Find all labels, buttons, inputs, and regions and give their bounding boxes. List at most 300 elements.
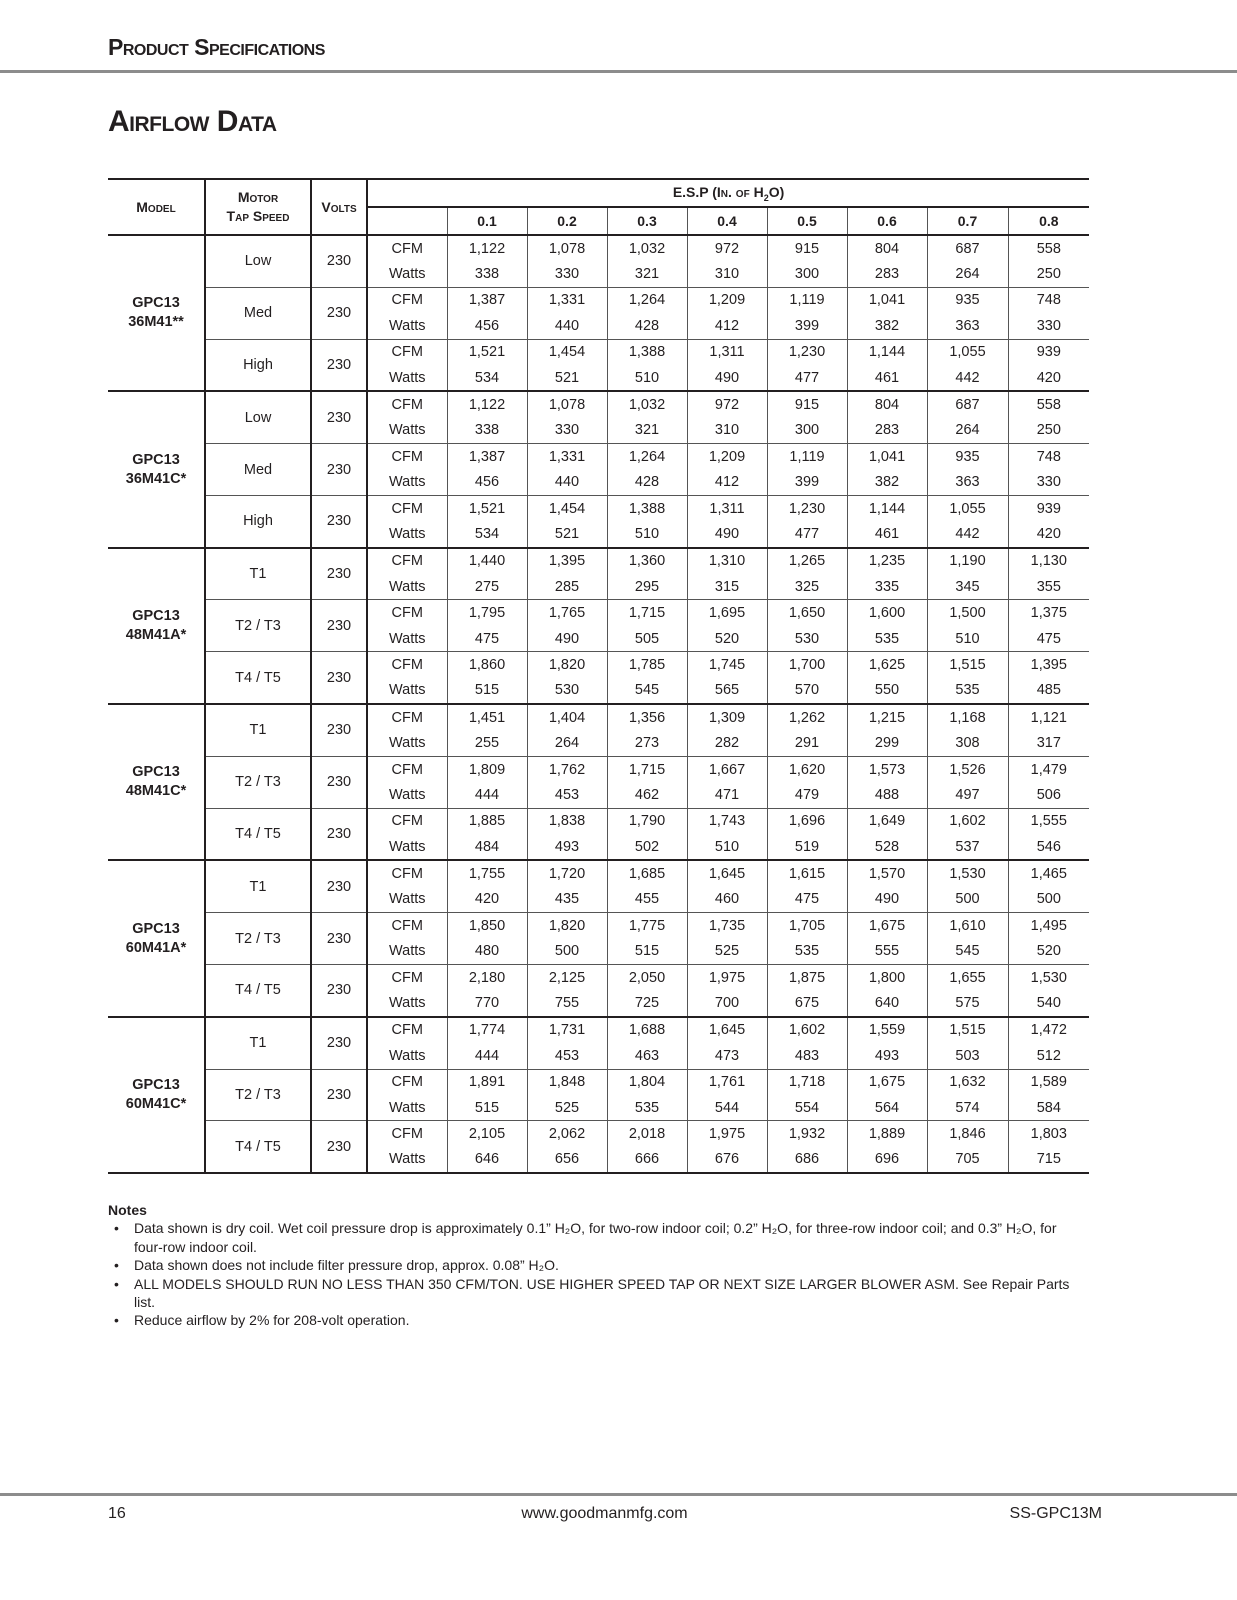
cfm-value-cell: 1,078: [527, 235, 607, 261]
notes-list: [108, 1219, 1089, 1329]
cfm-label-cell: CFM: [367, 964, 447, 990]
watts-value-cell: 462: [607, 782, 687, 808]
cfm-value-cell: 687: [927, 235, 1008, 261]
table-row: [108, 495, 1089, 521]
cfm-value-cell: 1,388: [607, 339, 687, 365]
cfm-value-cell: 915: [767, 391, 847, 417]
watts-value-cell: 420: [1008, 365, 1089, 391]
cfm-value-cell: 1,235: [847, 548, 927, 574]
cfm-value-cell: 1,215: [847, 704, 927, 730]
cfm-value-cell: 1,515: [927, 1017, 1008, 1043]
tap-speed-cell: T4 / T5: [205, 1121, 311, 1173]
cfm-value-cell: 1,310: [687, 548, 767, 574]
col-header-esp: [367, 179, 1089, 207]
cfm-value-cell: 1,649: [847, 808, 927, 834]
watts-value-cell: 490: [687, 365, 767, 391]
watts-value-cell: 510: [927, 626, 1008, 652]
watts-label-cell: Watts: [367, 939, 447, 965]
cfm-value-cell: 1,803: [1008, 1121, 1089, 1147]
tap-speed-cell: T2 / T3: [205, 756, 311, 808]
watts-value-cell: 275: [447, 574, 527, 600]
cfm-value-cell: 939: [1008, 339, 1089, 365]
watts-value-cell: 510: [687, 834, 767, 860]
tap-speed-cell: T2 / T3: [205, 913, 311, 965]
model-name-line: GPC13: [132, 295, 180, 312]
watts-value-cell: 479: [767, 782, 847, 808]
cfm-value-cell: 2,105: [447, 1121, 527, 1147]
watts-value-cell: 308: [927, 730, 1008, 756]
table-row: [108, 444, 1089, 470]
footer-website: www.goodmanmfg.com: [521, 1505, 688, 1522]
cfm-value-cell: 1,559: [847, 1017, 927, 1043]
esp-value-header: 0.6: [847, 207, 927, 235]
watts-value-cell: 497: [927, 782, 1008, 808]
cfm-value-cell: 1,032: [607, 391, 687, 417]
watts-value-cell: 485: [1008, 678, 1089, 704]
cfm-value-cell: 1,755: [447, 860, 527, 886]
col-header-volts: Volts: [311, 179, 367, 235]
watts-value-cell: 490: [847, 887, 927, 913]
watts-value-cell: 488: [847, 782, 927, 808]
cfm-value-cell: 972: [687, 391, 767, 417]
tap-speed-cell: T1: [205, 860, 311, 912]
cfm-value-cell: 915: [767, 235, 847, 261]
watts-value-cell: 412: [687, 313, 767, 339]
cfm-value-cell: 1,860: [447, 652, 527, 678]
cfm-value-cell: 1,130: [1008, 548, 1089, 574]
cfm-value-cell: 1,602: [927, 808, 1008, 834]
cfm-value-cell: 1,055: [927, 339, 1008, 365]
tap-speed-cell: T2 / T3: [205, 1069, 311, 1121]
watts-label-cell: Watts: [367, 990, 447, 1016]
model-name-line: 36M41C*: [125, 470, 187, 487]
cfm-value-cell: 1,715: [607, 600, 687, 626]
watts-value-cell: 490: [527, 626, 607, 652]
cfm-value-cell: 1,122: [447, 391, 527, 417]
watts-value-cell: 250: [1008, 261, 1089, 287]
cfm-value-cell: 1,121: [1008, 704, 1089, 730]
model-name-line: GPC13: [132, 920, 180, 937]
footer-doc-code: SS-GPC13M: [1009, 1505, 1102, 1522]
watts-value-cell: 515: [447, 1095, 527, 1121]
watts-value-cell: 461: [847, 521, 927, 547]
volts-cell: 230: [311, 756, 367, 808]
watts-value-cell: 584: [1008, 1095, 1089, 1121]
watts-value-cell: 490: [687, 521, 767, 547]
watts-label-cell: Watts: [367, 521, 447, 547]
watts-value-cell: 515: [607, 939, 687, 965]
watts-value-cell: 283: [847, 261, 927, 287]
watts-value-cell: 330: [1008, 470, 1089, 496]
watts-value-cell: 285: [527, 574, 607, 600]
watts-value-cell: 545: [927, 939, 1008, 965]
watts-value-cell: 300: [767, 418, 847, 444]
watts-label-cell: Watts: [367, 887, 447, 913]
watts-value-cell: 544: [687, 1095, 767, 1121]
cfm-value-cell: 1,264: [607, 287, 687, 313]
watts-value-cell: 255: [447, 730, 527, 756]
watts-value-cell: 315: [687, 574, 767, 600]
model-name-line: 36M41**: [128, 314, 184, 331]
watts-value-cell: 442: [927, 365, 1008, 391]
watts-value-cell: 545: [607, 678, 687, 704]
cfm-value-cell: 1,356: [607, 704, 687, 730]
cfm-label-cell: CFM: [367, 808, 447, 834]
watts-value-cell: 493: [847, 1043, 927, 1069]
watts-value-cell: 640: [847, 990, 927, 1016]
esp-value-header: 0.8: [1008, 207, 1089, 235]
watts-value-cell: 528: [847, 834, 927, 860]
table-row: [108, 600, 1089, 626]
watts-value-cell: 412: [687, 470, 767, 496]
notes-section: [108, 1201, 1089, 1330]
cfm-value-cell: 1,521: [447, 495, 527, 521]
col-header-motor-tap-speed: [205, 179, 311, 235]
table-row: [108, 704, 1089, 730]
model-cell: [108, 1017, 205, 1173]
watts-label-cell: Watts: [367, 574, 447, 600]
watts-value-cell: 493: [527, 834, 607, 860]
watts-value-cell: 291: [767, 730, 847, 756]
cfm-value-cell: 1,500: [927, 600, 1008, 626]
cfm-value-cell: 1,451: [447, 704, 527, 730]
watts-value-cell: 725: [607, 990, 687, 1016]
table-row: [108, 756, 1089, 782]
cfm-value-cell: 1,032: [607, 235, 687, 261]
cfm-value-cell: 1,375: [1008, 600, 1089, 626]
watts-value-cell: 330: [1008, 313, 1089, 339]
header-divider: [0, 70, 1237, 73]
watts-label-cell: Watts: [367, 313, 447, 339]
watts-label-cell: Watts: [367, 365, 447, 391]
watts-value-cell: 440: [527, 470, 607, 496]
cfm-value-cell: 1,311: [687, 339, 767, 365]
watts-value-cell: 317: [1008, 730, 1089, 756]
watts-value-cell: 444: [447, 1043, 527, 1069]
cfm-value-cell: 1,190: [927, 548, 1008, 574]
watts-label-cell: Watts: [367, 1147, 447, 1173]
tap-speed-cell: T4 / T5: [205, 652, 311, 704]
tap-speed-cell: T2 / T3: [205, 600, 311, 652]
cfm-label-cell: CFM: [367, 1121, 447, 1147]
cfm-value-cell: 1,675: [847, 1069, 927, 1095]
cfm-value-cell: 1,209: [687, 287, 767, 313]
table-row: [108, 964, 1089, 990]
watts-value-cell: 338: [447, 261, 527, 287]
cfm-label-cell: CFM: [367, 548, 447, 574]
cfm-value-cell: 1,230: [767, 495, 847, 521]
watts-value-cell: 484: [447, 834, 527, 860]
tap-speed-cell: High: [205, 339, 311, 391]
table-row: [108, 391, 1089, 417]
col-header-motor-line2: Tap Speed: [226, 208, 290, 224]
cfm-value-cell: 1,632: [927, 1069, 1008, 1095]
cfm-value-cell: 1,122: [447, 235, 527, 261]
cfm-value-cell: 1,675: [847, 913, 927, 939]
watts-value-cell: 475: [1008, 626, 1089, 652]
cfm-value-cell: 2,180: [447, 964, 527, 990]
cfm-value-cell: 1,230: [767, 339, 847, 365]
watts-value-cell: 564: [847, 1095, 927, 1121]
watts-label-cell: Watts: [367, 1043, 447, 1069]
cfm-label-cell: CFM: [367, 652, 447, 678]
volts-cell: 230: [311, 652, 367, 704]
watts-value-cell: 502: [607, 834, 687, 860]
cfm-value-cell: 1,731: [527, 1017, 607, 1043]
cfm-value-cell: 1,975: [687, 964, 767, 990]
cfm-value-cell: 1,804: [607, 1069, 687, 1095]
col-header-motor-line1: Motor: [237, 189, 279, 205]
watts-value-cell: 310: [687, 261, 767, 287]
cfm-value-cell: 1,838: [527, 808, 607, 834]
cfm-value-cell: 1,265: [767, 548, 847, 574]
watts-value-cell: 770: [447, 990, 527, 1016]
watts-value-cell: 475: [767, 887, 847, 913]
watts-value-cell: 675: [767, 990, 847, 1016]
cfm-value-cell: 1,515: [927, 652, 1008, 678]
cfm-label-cell: CFM: [367, 235, 447, 261]
model-name-line: GPC13: [132, 1076, 180, 1093]
volts-cell: 230: [311, 860, 367, 912]
cfm-value-cell: 1,526: [927, 756, 1008, 782]
watts-value-cell: 330: [527, 418, 607, 444]
model-name-line: 60M41A*: [125, 939, 187, 956]
watts-value-cell: 534: [447, 365, 527, 391]
cfm-value-cell: 935: [927, 444, 1008, 470]
volts-cell: 230: [311, 808, 367, 860]
volts-cell: 230: [311, 913, 367, 965]
watts-value-cell: 574: [927, 1095, 1008, 1121]
watts-value-cell: 475: [447, 626, 527, 652]
watts-value-cell: 540: [1008, 990, 1089, 1016]
watts-value-cell: 477: [767, 521, 847, 547]
cfm-value-cell: 1,573: [847, 756, 927, 782]
watts-value-cell: 355: [1008, 574, 1089, 600]
cfm-value-cell: 1,331: [527, 444, 607, 470]
table-row: [108, 860, 1089, 886]
table-row: [108, 339, 1089, 365]
cfm-value-cell: 558: [1008, 235, 1089, 261]
cfm-value-cell: 804: [847, 391, 927, 417]
table-row: [108, 235, 1089, 261]
watts-value-cell: 570: [767, 678, 847, 704]
volts-cell: 230: [311, 339, 367, 391]
cfm-value-cell: 1,309: [687, 704, 767, 730]
cfm-label-cell: CFM: [367, 495, 447, 521]
model-name-line: GPC13: [132, 607, 180, 624]
cfm-value-cell: 1,765: [527, 600, 607, 626]
cfm-value-cell: 972: [687, 235, 767, 261]
tap-speed-cell: Low: [205, 235, 311, 287]
watts-value-cell: 295: [607, 574, 687, 600]
cfm-value-cell: 1,932: [767, 1121, 847, 1147]
watts-value-cell: 515: [447, 678, 527, 704]
tap-speed-cell: T1: [205, 548, 311, 600]
note-item: • Data shown does not include filter pressure drop, approx. 0.08” H₂O.: [108, 1256, 1089, 1274]
cfm-value-cell: 1,743: [687, 808, 767, 834]
cfm-value-cell: 1,555: [1008, 808, 1089, 834]
esp-value-header: 0.7: [927, 207, 1008, 235]
volts-cell: 230: [311, 964, 367, 1016]
cfm-label-cell: CFM: [367, 860, 447, 886]
watts-value-cell: 700: [687, 990, 767, 1016]
cfm-value-cell: 1,620: [767, 756, 847, 782]
cfm-label-cell: CFM: [367, 1069, 447, 1095]
watts-value-cell: 535: [927, 678, 1008, 704]
volts-cell: 230: [311, 444, 367, 496]
table-row: [108, 913, 1089, 939]
watts-value-cell: 283: [847, 418, 927, 444]
cfm-value-cell: 1,650: [767, 600, 847, 626]
watts-value-cell: 565: [687, 678, 767, 704]
cfm-value-cell: 1,209: [687, 444, 767, 470]
cfm-value-cell: 1,454: [527, 339, 607, 365]
cfm-label-cell: CFM: [367, 1017, 447, 1043]
watts-value-cell: 250: [1008, 418, 1089, 444]
watts-value-cell: 335: [847, 574, 927, 600]
model-name-line: 60M41C*: [125, 1095, 187, 1112]
cfm-value-cell: 1,891: [447, 1069, 527, 1095]
cfm-value-cell: 1,688: [607, 1017, 687, 1043]
watts-value-cell: 442: [927, 521, 1008, 547]
watts-value-cell: 755: [527, 990, 607, 1016]
cfm-value-cell: 1,360: [607, 548, 687, 574]
cfm-value-cell: 1,119: [767, 287, 847, 313]
cfm-value-cell: 1,696: [767, 808, 847, 834]
watts-value-cell: 530: [527, 678, 607, 704]
watts-value-cell: 456: [447, 313, 527, 339]
cfm-value-cell: 1,735: [687, 913, 767, 939]
watts-value-cell: 550: [847, 678, 927, 704]
cfm-value-cell: 1,600: [847, 600, 927, 626]
cfm-value-cell: 935: [927, 287, 1008, 313]
volts-cell: 230: [311, 1121, 367, 1173]
watts-value-cell: 399: [767, 313, 847, 339]
note-item: • Reduce airflow by 2% for 208-volt operation.: [108, 1311, 1089, 1329]
volts-cell: 230: [311, 600, 367, 652]
watts-value-cell: 525: [527, 1095, 607, 1121]
cfm-value-cell: 1,388: [607, 495, 687, 521]
cfm-value-cell: 2,062: [527, 1121, 607, 1147]
watts-value-cell: 676: [687, 1147, 767, 1173]
table-row: [108, 287, 1089, 313]
watts-label-cell: Watts: [367, 730, 447, 756]
tap-speed-cell: Med: [205, 444, 311, 496]
tap-speed-cell: High: [205, 495, 311, 547]
cfm-value-cell: 1,055: [927, 495, 1008, 521]
cfm-value-cell: 558: [1008, 391, 1089, 417]
cfm-value-cell: 1,395: [1008, 652, 1089, 678]
cfm-value-cell: 1,785: [607, 652, 687, 678]
watts-value-cell: 399: [767, 470, 847, 496]
watts-value-cell: 264: [927, 261, 1008, 287]
cfm-value-cell: 1,745: [687, 652, 767, 678]
watts-value-cell: 300: [767, 261, 847, 287]
cfm-value-cell: 1,465: [1008, 860, 1089, 886]
header-title: Product Specifications: [108, 34, 325, 60]
watts-value-cell: 440: [527, 313, 607, 339]
watts-value-cell: 666: [607, 1147, 687, 1173]
watts-label-cell: Watts: [367, 626, 447, 652]
cfm-label-cell: CFM: [367, 756, 447, 782]
watts-value-cell: 535: [607, 1095, 687, 1121]
watts-value-cell: 461: [847, 365, 927, 391]
cfm-value-cell: 1,875: [767, 964, 847, 990]
watts-value-cell: 535: [767, 939, 847, 965]
watts-value-cell: 715: [1008, 1147, 1089, 1173]
model-cell: [108, 548, 205, 704]
cfm-value-cell: 1,262: [767, 704, 847, 730]
cfm-value-cell: 1,809: [447, 756, 527, 782]
model-cell: [108, 235, 205, 391]
cfm-value-cell: 1,762: [527, 756, 607, 782]
watts-value-cell: 453: [527, 1043, 607, 1069]
watts-value-cell: 521: [527, 521, 607, 547]
cfm-value-cell: 1,625: [847, 652, 927, 678]
watts-value-cell: 510: [607, 521, 687, 547]
cfm-value-cell: 1,615: [767, 860, 847, 886]
esp-value-header: 0.5: [767, 207, 847, 235]
watts-value-cell: 382: [847, 313, 927, 339]
volts-cell: 230: [311, 287, 367, 339]
watts-value-cell: 321: [607, 261, 687, 287]
watts-value-cell: 535: [847, 626, 927, 652]
cfm-value-cell: 1,078: [527, 391, 607, 417]
cfm-value-cell: 1,705: [767, 913, 847, 939]
cfm-value-cell: 1,404: [527, 704, 607, 730]
section-title: Airflow Data: [108, 105, 277, 138]
watts-value-cell: 500: [1008, 887, 1089, 913]
watts-value-cell: 363: [927, 313, 1008, 339]
watts-value-cell: 520: [687, 626, 767, 652]
watts-value-cell: 534: [447, 521, 527, 547]
watts-value-cell: 420: [1008, 521, 1089, 547]
watts-value-cell: 460: [687, 887, 767, 913]
watts-value-cell: 506: [1008, 782, 1089, 808]
cfm-value-cell: 1,168: [927, 704, 1008, 730]
esp-value-header: 0.3: [607, 207, 687, 235]
cfm-value-cell: 1,645: [687, 860, 767, 886]
watts-label-cell: Watts: [367, 678, 447, 704]
cfm-value-cell: 1,387: [447, 287, 527, 313]
watts-value-cell: 477: [767, 365, 847, 391]
cfm-value-cell: 1,820: [527, 652, 607, 678]
watts-label-cell: Watts: [367, 470, 447, 496]
watts-value-cell: 453: [527, 782, 607, 808]
note-item: • ALL MODELS SHOULD RUN NO LESS THAN 350 CFM/TON. USE HIGHER SPEED TAP OR NEXT SIZE LARGER BLOWER ASM. See Repair Parts list.: [108, 1275, 1089, 1312]
watts-value-cell: 505: [607, 626, 687, 652]
cfm-value-cell: 1,144: [847, 495, 927, 521]
table-row: [108, 548, 1089, 574]
watts-value-cell: 420: [447, 887, 527, 913]
model-cell: [108, 860, 205, 1016]
cfm-value-cell: 2,050: [607, 964, 687, 990]
cfm-label-cell: CFM: [367, 913, 447, 939]
table-row: [108, 808, 1089, 834]
notes-title: Notes: [108, 1202, 147, 1218]
cfm-value-cell: 1,387: [447, 444, 527, 470]
cfm-value-cell: 1,885: [447, 808, 527, 834]
watts-value-cell: 555: [847, 939, 927, 965]
cfm-value-cell: 1,602: [767, 1017, 847, 1043]
cfm-value-cell: 1,820: [527, 913, 607, 939]
cfm-value-cell: 1,850: [447, 913, 527, 939]
watts-value-cell: 686: [767, 1147, 847, 1173]
cfm-value-cell: 2,018: [607, 1121, 687, 1147]
cfm-value-cell: 1,119: [767, 444, 847, 470]
cfm-value-cell: 1,530: [1008, 964, 1089, 990]
cfm-value-cell: 1,521: [447, 339, 527, 365]
